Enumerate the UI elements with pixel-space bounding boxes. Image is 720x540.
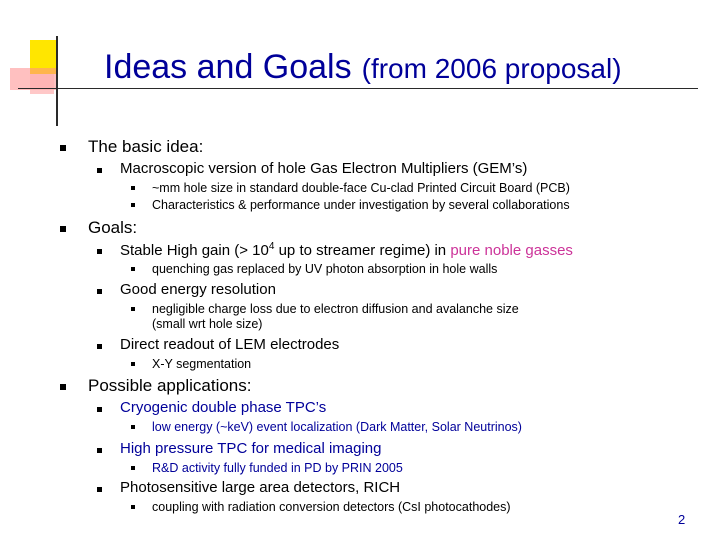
bullet-square-icon <box>97 344 102 349</box>
goal-energy-sub-line1: negligible charge loss due to electron diffusion and avalanche size <box>152 302 519 316</box>
slide-title <box>104 50 622 84</box>
bullet-square-icon <box>97 249 102 254</box>
application-item: Photosensitive large area detectors, RICH <box>120 479 401 496</box>
application-sub: low energy (~keV) event localization (Dark Matter, Solar Neutrinos) <box>152 420 522 434</box>
goals-heading: Goals: <box>88 218 138 237</box>
bullet-square-icon <box>131 186 135 190</box>
page-number: 2 <box>678 512 686 527</box>
goal-stable-gain <box>120 241 573 259</box>
basic-idea-heading: The basic idea: <box>88 137 204 156</box>
basic-idea-subitem: Characteristics & performance under investigation by several collaborations <box>152 198 570 212</box>
goal-readout-sub: X-Y segmentation <box>152 357 252 371</box>
applications-heading: Possible applications: <box>88 376 252 395</box>
decor-vertical-line <box>56 36 58 126</box>
goal-gain-exponent: 4 <box>268 241 275 252</box>
goal-gain-highlight: pure noble gasses <box>450 242 573 259</box>
bullet-square-icon <box>97 289 102 294</box>
goal-gain-sub: quenching gas replaced by UV photon absorption in hole walls <box>152 262 498 276</box>
title-main: Ideas and Goals <box>104 48 352 86</box>
bullet-square-icon <box>60 384 66 390</box>
bullet-square-icon <box>131 267 135 271</box>
bullet-square-icon <box>131 203 135 207</box>
application-sub: R&D activity fully funded in PD by PRIN 2005 <box>152 461 403 475</box>
bullet-square-icon <box>60 226 66 232</box>
bullet-square-icon <box>60 145 66 151</box>
bullet-square-icon <box>131 362 135 366</box>
bullet-square-icon <box>131 307 135 311</box>
title-sub: (from 2006 proposal) <box>361 53 622 84</box>
goal-energy-sub-line2: (small wrt hole size) <box>152 317 263 331</box>
application-item: Cryogenic double phase TPC’s <box>120 399 327 416</box>
bullet-square-icon <box>97 487 102 492</box>
application-sub: coupling with radiation conversion detectors (CsI photocathodes) <box>152 500 511 514</box>
basic-idea-subitem: ~mm hole size in standard double-face Cu-clad Printed Circuit Board (PCB) <box>152 181 570 195</box>
bullet-square-icon <box>97 168 102 173</box>
bullet-square-icon <box>97 407 102 412</box>
goal-direct-readout: Direct readout of LEM electrodes <box>120 336 340 353</box>
bullet-square-icon <box>97 448 102 453</box>
goal-gain-suffix: up to streamer regime) in <box>274 242 451 259</box>
goal-energy-resolution: Good energy resolution <box>120 281 276 298</box>
title-underline <box>18 88 698 89</box>
decor-pink-square <box>30 74 54 94</box>
bullet-square-icon <box>131 505 135 509</box>
application-item: High pressure TPC for medical imaging <box>120 440 382 457</box>
bullet-square-icon <box>131 466 135 470</box>
basic-idea-item: Macroscopic version of hole Gas Electron Multipliers (GEM’s) <box>120 160 528 177</box>
goal-gain-prefix: Stable High gain (> 10 <box>120 242 269 259</box>
bullet-square-icon <box>131 425 135 429</box>
